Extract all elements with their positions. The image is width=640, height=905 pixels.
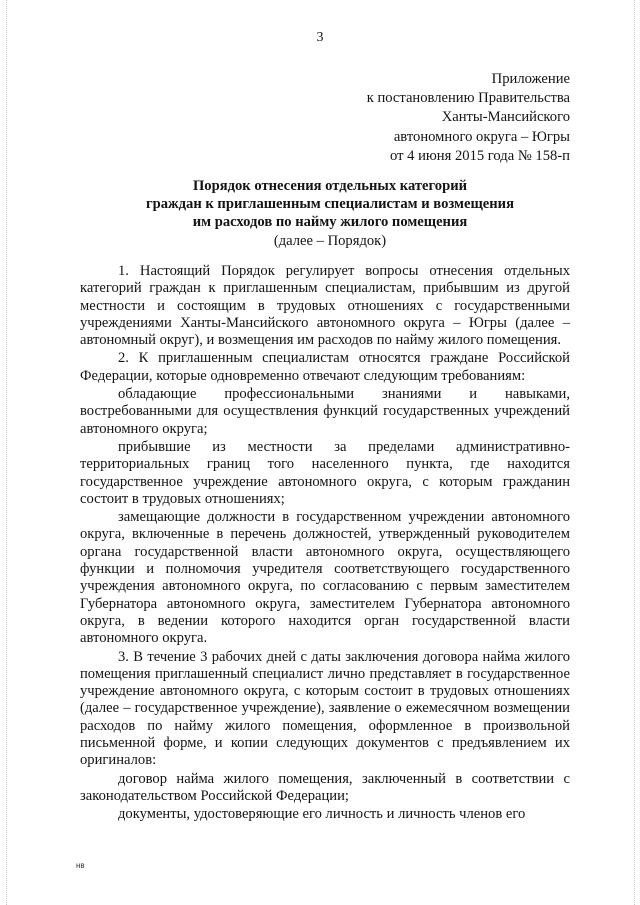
appendix-line: от 4 июня 2015 года № 158-п: [390, 147, 570, 164]
scan-edge-left: [6, 0, 8, 905]
paragraph-3-item-1: договор найма жилого помещения, заключенный в соответствии с законодательством Российской Федерации;: [80, 770, 570, 804]
title-line: им расходов по найму жилого помещения: [192, 214, 468, 231]
paragraph-3-item-2: документы, удостоверяющие его личность и личность членов его: [118, 806, 526, 823]
paragraph-2-item-1: обладающие профессиональными знаниями и навыками, востребованными для осуществления функций государственных учреждений автономного округа;: [80, 386, 570, 437]
paragraph-2-item-3: замещающие должности в государственном учреждении автономного округа, включенные в перечень должностей, утвержденный руководителем органа государственной власти автономного округа, осуществляющего функции и полномочия учредителя соответствующего государственного учреждения автономного округа, по согласованию с первым заместителем Губернатора автономного округа, заместителем Губернатора автономного округа, в ведении которого находится орган государственной власти автономного округа.: [80, 509, 570, 647]
appendix-line: к постановлению Правительства: [366, 90, 570, 107]
document-body: [80, 263, 570, 825]
appendix-header: [250, 70, 570, 166]
title-line: граждан к приглашенным специалистам и возмещения: [146, 196, 514, 213]
paragraph-2: 2. К приглашенным специалистам относятся граждане Российской Федерации, которые одновременно отвечают следующим требованиям:: [80, 350, 570, 384]
appendix-line: автономного округа – Югры: [393, 128, 570, 145]
footer-mark: нв: [76, 861, 85, 870]
appendix-line: Ханты-Мансийского: [441, 109, 570, 126]
title-subline: (далее – Порядок): [273, 232, 387, 249]
paragraph-3: 3. В течение 3 рабочих дней с даты заключения договора найма жилого помещения приглашенный специалист лично представляет в государственное учреждение автономного округа, с которым состоит в трудовых отношениях (далее – государственное учреждение), заявление о ежемесячном возмещении расходов по найму жилого помещения, оформленное в произвольной письменной форме, и копии следующих документов с предъявлением их оригиналов:: [80, 648, 570, 769]
paragraph-1: 1. Настоящий Порядок регулирует вопросы отнесения отдельных категорий граждан к приглашенным специалистам, прибывшим из другой местности и состоящим в трудовых отношениях с государственными учреждениями Ханты-Мансийского автономного округа – Югры (далее – автономный округ), и возмещения им расходов по найму жилого помещения.: [80, 263, 570, 349]
document-title: [80, 177, 580, 250]
appendix-line: Приложение: [491, 71, 570, 87]
scan-edge-right: [634, 0, 636, 905]
page-number: 3: [316, 30, 324, 45]
title-line: Порядок отнесения отдельных категорий: [192, 178, 468, 194]
paragraph-2-item-2: прибывшие из местности за пределами административно-территориальных границ того населенного пункта, где находится государственное учреждение автономного округа, с которым гражданин состоит в трудовых отношениях;: [80, 438, 570, 507]
